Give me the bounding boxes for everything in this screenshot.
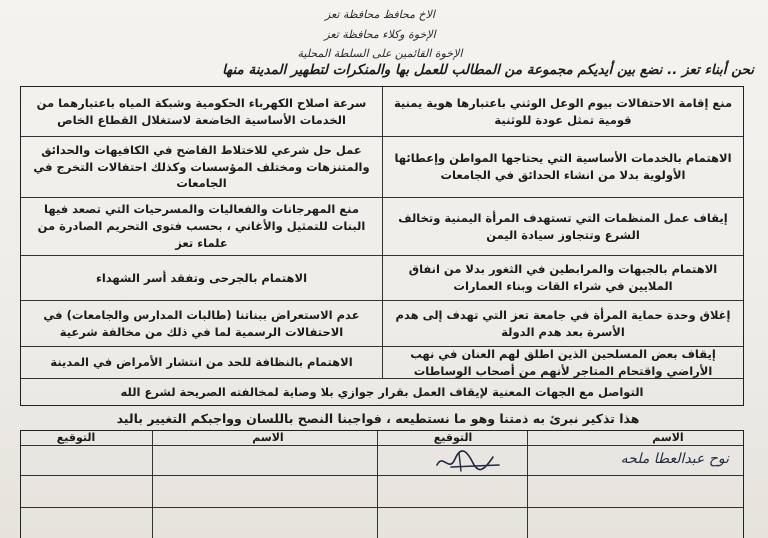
column-divider bbox=[152, 431, 153, 538]
signer-name: نوح عبدالعطا ملحه bbox=[620, 451, 729, 467]
column-divider bbox=[377, 431, 378, 538]
demand-cell: سرعة اصلاح الكهرباء الحكومية وشبكة المياه باعتبارهما من الخدمات الأساسية الخاضعة لاستغلال القطاع الخاص bbox=[36, 95, 367, 127]
demand-cell: إيقاف بعض المسلحين الذين اطلق لهم العنان في نهب الأراضي واقتحام المتاجر لأنهم من أصحاب الوساطات bbox=[382, 347, 743, 378]
addressee-local-authority: الإخوة القائمين على السلطة المحلية bbox=[297, 47, 463, 60]
addressee-governor: الاخ محافظ محافظة تعز bbox=[325, 8, 435, 21]
sig-header-signature: التوقيع bbox=[433, 431, 473, 444]
sig-header-signature-2: التوقيع bbox=[56, 431, 96, 444]
closing-note: هذا تذكير نبرئ به ذمتنا وهو ما نستطيعه ، فواجبنا النصح باللسان وواجبكم التغيير باليد bbox=[116, 411, 640, 426]
demands-table bbox=[20, 86, 744, 406]
demand-cell: إيقاف عمل المنظمات التي تستهدف المرأة اليمنية وتخالف الشرع وتتجاوز سيادة اليمن bbox=[382, 198, 743, 255]
demand-cell: الاهتمام بالنظافة للحد من انتشار الأمراض في المدينة bbox=[50, 355, 353, 370]
table-row bbox=[21, 87, 743, 137]
signature-table bbox=[20, 430, 744, 538]
sig-header-name-2: الاسم bbox=[252, 431, 284, 444]
table-row bbox=[21, 198, 743, 256]
sig-header-name: الاسم bbox=[652, 431, 684, 444]
column-divider bbox=[527, 431, 528, 538]
demand-cell: عدم الاستعراض ببناتنا (طالبات المدارس والجامعات) في الاحتفالات الرسمية لما في ذلك من مخالفة شرعية bbox=[43, 307, 360, 339]
table-row bbox=[21, 379, 743, 405]
demand-cell-full: التواصل مع الجهات المعنية لإيقاف العمل بقرار جوازي بلا وصاية لمخالفته الصريحة لشرع الله bbox=[120, 384, 644, 399]
demand-cell: الاهتمام بالجبهات والمرابطين في الثغور بدلا من انفاق الملايين في شراء القات وبناء العمارات bbox=[382, 256, 743, 300]
demand-cell: عمل حل شرعي للاختلاط الفاضح في الكافيهات والحدائق والمتنزهات ومختلف المؤسسات وكذلك احتفالات التخرج في الجامعات bbox=[33, 142, 370, 191]
row-divider bbox=[21, 475, 743, 476]
table-row bbox=[21, 256, 743, 301]
table-row bbox=[21, 137, 743, 198]
demand-cell: منع إقامة الاحتفالات بيوم الوعل الوثني باعتبارها هوية يمنية قومية تمثل عودة للوثنية bbox=[382, 87, 743, 136]
demand-cell: الاهتمام بالجرحى وتفقد أسر الشهداء bbox=[95, 270, 308, 285]
addressee-deputies: الإخوة وكلاء محافظة تعز bbox=[324, 28, 436, 41]
demand-cell: منع المهرجانات والفعاليات والمسرحيات التي تصعد فيها البنات للتمثيل والأغاني ، بحسب فتوى التحريم الصادرة من علماء تعز bbox=[37, 202, 366, 250]
table-row bbox=[21, 347, 743, 379]
row-divider bbox=[21, 445, 743, 446]
table-row bbox=[21, 301, 743, 347]
row-divider bbox=[21, 507, 743, 508]
demand-cell: إغلاق وحدة حماية المرأة في جامعة تعز التي تهدف إلى هدم الأسرة بعد هدم الدولة bbox=[382, 301, 743, 346]
demand-cell: الاهتمام بالخدمات الأساسية التي يحتاجها المواطن وإعطائها الأولوية بدلا من انشاء الحدائق في الجامعات bbox=[382, 137, 743, 197]
intro-statement: نحن أبناء تعز .. نضع بين أيديكم مجموعة من المطالب للعمل بها والمنكرات لتطهير المدينة منها bbox=[222, 62, 754, 78]
handwritten-signature bbox=[433, 447, 503, 475]
